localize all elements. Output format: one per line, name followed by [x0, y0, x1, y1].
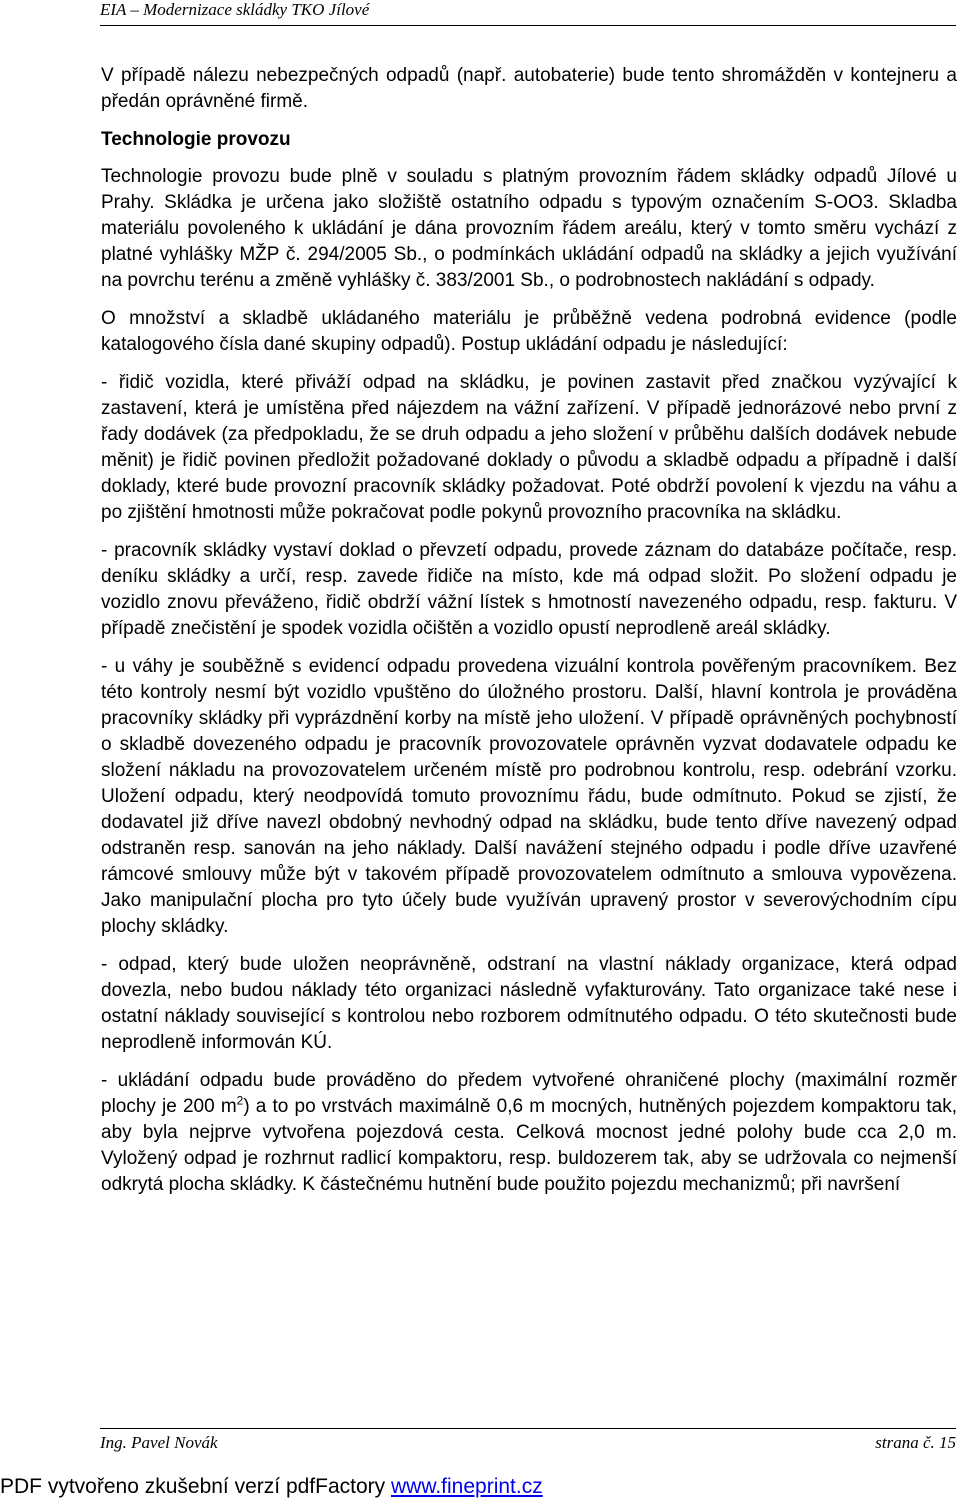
paragraph-driver: - řidič vozidla, které přiváží odpad na skládku, je povinen zastavit před značkou vyzývající k zastavení, která je umístěna před nájezdem na vážní zařízení. V případě jednorázové nebo první z řady dodávek (za předpokladu, že se druh odpadu a jeho složení v průběhu dalších dodávek nebude měnit) je řidič povinen předložit požadované doklady o původu a skladbě odpadu a případně i další doklady, které bude provozní pracovník skládky požadovat. Poté obdrží povolení k vjezdu na váhu a po zjištění hmotnosti může pokračovat podle pokynů provozního pracovníka na skládku. [101, 372, 957, 523]
header-title: EIA – Modernizace skládky TKO Jílové [100, 0, 370, 19]
section-heading: Technologie provozu [101, 129, 291, 150]
paragraph-worker: - pracovník skládky vystaví doklad o převzetí odpadu, provede záznam do databáze počítače, resp. deníku skládky a určí, resp. zavede řidiče na místo, kde má odpad složit. Po složení odpadu je vozidlo znovu převáženo, řidič obdrží vážní lístek s hmotností navezeného odpadu, resp. fakturu. V případě znečistění je spodek vozidla očištěn a vozidlo opustí neprodleně areál skládky. [101, 540, 957, 639]
pdf-trial-notice [0, 1473, 960, 1501]
deposition-text-a: - ukládání odpadu bude prováděno do předem vytvořené ohraničené plochy (maximální rozměr plochy je 200 m [101, 1070, 957, 1117]
paragraph-hazardous-waste: V případě nálezu nebezpečných odpadů (např. autobaterie) bude tento shromážděn v kontejneru a předán oprávněné firmě. [101, 65, 957, 112]
paragraph-technology: Technologie provozu bude plně v souladu s platným provozním řádem skládky odpadů Jílové u Prahy. Skládka je určena jako složiště ostatního odpadu s typovým označením S-OO3. Skladba materiálu povoleného k ukládání je dána provozním řádem areálu, který v tomto směru vychází z platné vyhlášky MŽP č. 294/2005 Sb., o podmínkách ukládání odpadů na skládky a jejich využívání na povrchu terénu a změně vyhlášky č. 383/2001 Sb., o podrobnostech nakládání s odpady. [101, 166, 957, 291]
pdf-note-text: PDF vytvořeno zkušební verzí pdfFactory [0, 1475, 391, 1498]
paragraph-deposition [101, 1068, 957, 1198]
paragraph-evidence: O množství a skladbě ukládaného materiálu je průběžně vedena podrobná evidence (podle katalogového čísla dané skupiny odpadů). Postup ukládání odpadu je následující: [101, 308, 957, 355]
document-body [101, 63, 957, 1210]
deposition-text-b: ) a to po vrstvách maximálně 0,6 m mocných, hutněných pojezdem kompaktoru tak, aby byla nejprve vytvořena pojezdová cesta. Celková mocnost jedné polohy bude cca 2,0 m. Vyložený odpad je rozhrnut radlicí kompaktoru, resp. buldozerem tak, aby se udržovala co nejmenší odkrytá plocha skládky. K částečnému hutnění bude použito pojezdu mechanizmů; při navršení [101, 1096, 957, 1195]
superscript-two: 2 [236, 1093, 244, 1108]
fineprint-link[interactable]: www.fineprint.cz [390, 1475, 543, 1498]
paragraph-inspection: - u váhy je souběžně s evidencí odpadu provedena vizuální kontrola pověřeným pracovníkem. Bez této kontroly nesmí být vozidlo vpuštěno do úložného prostoru. Další, hlavní kontrola je prováděna pracovníky skládky při vyprázdnění korby na místě jeho uložení. V případě oprávněných pochybností o skladbě dovezeného odpadu je pracovník provozovatele oprávněn vyzvat dodavatele odpadu ke složení nákladu na provozovatelem určeném místě pro podrobnou kontrolu, resp. odebrání vzorku. Uložení odpadu, který neodpovídá tomuto provoznímu řádu, bude odmítnuto. Pokud se zjistí, že dodavatel již dříve navezl obdobný nevhodný odpad na skládku, bude tento dříve navezený odpad odstraněn resp. sanován na jeho náklady. Další navážení stejného odpadu i podle dříve uzavřené rámcové smlouvy může být v takovém případě provozovatelem odmítnuto a smlouva vypovězena. Jako manipulační plocha pro tyto účely bude využíván upravený prostor v severovýchodním cípu plochy skládky. [101, 656, 957, 937]
footer-page-number: strana č. 15 [875, 1433, 956, 1452]
page-header [100, 0, 956, 26]
paragraph-unauthorized: - odpad, který bude uložen neoprávněně, odstraní na vlastní náklady organizace, která odpad dovezla, nebo budou náklady této organizaci následně vyfakturovány. Tato organizace také nese i ostatní náklady související s kontrolou nebo rozborem odmítnutého odpadu. O této skutečnosti bude neprodleně informován KÚ. [101, 954, 957, 1053]
page-footer [100, 1428, 956, 1454]
footer-author: Ing. Pavel Novák [100, 1433, 218, 1452]
